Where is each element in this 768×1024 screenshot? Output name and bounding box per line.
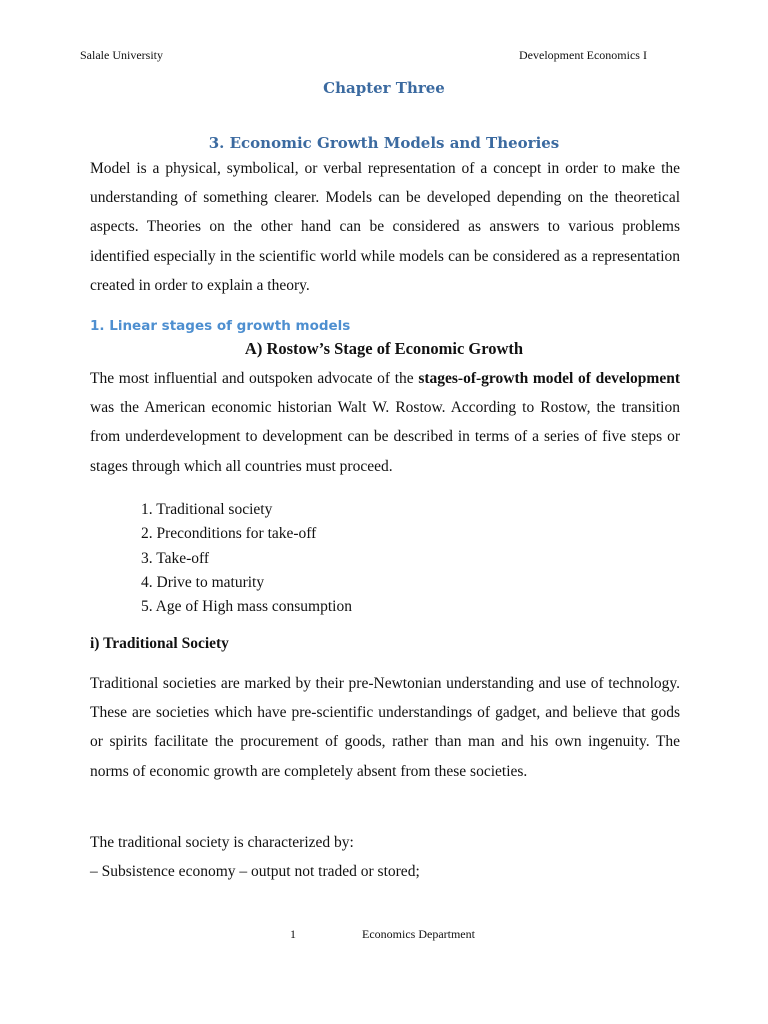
chapter-title: Chapter Three bbox=[323, 79, 445, 97]
subsection-title: 1. Linear stages of growth models bbox=[90, 318, 351, 334]
characteristic-item: – Subsistence economy – output not traded or stored; bbox=[90, 863, 420, 880]
footer-department: Economics Department bbox=[362, 927, 475, 941]
section-title: 3. Economic Growth Models and Theories bbox=[208, 134, 560, 152]
header-university: Salale University bbox=[80, 48, 163, 62]
list-item: 3. Take-off bbox=[141, 549, 210, 567]
traditional-society-heading: i) Traditional Society bbox=[90, 635, 229, 652]
list-item: 1. Traditional society bbox=[141, 501, 273, 518]
list-item: 5. Age of High mass consumption bbox=[141, 598, 352, 616]
header-course: Development Economics I bbox=[519, 48, 647, 62]
traditional-society-paragraph: Traditional societies are marked by their pre-Newtonian understanding and use of technology. These are societies which have pre-scientific understandings of gadget, and believe that gods or spirits facilitate the procurement of goods, rather than man and his own ingenuity. The norms of economic growth are completely absent from these societies. bbox=[90, 675, 680, 780]
page-number: 1 bbox=[290, 927, 296, 941]
rostow-paragraph-bold: stages-of-growth model of development bbox=[418, 370, 680, 387]
list-item: 4. Drive to maturity bbox=[141, 573, 265, 591]
rostow-heading: A) Rostow’s Stage of Economic Growth bbox=[244, 339, 524, 358]
intro-paragraph: Model is a physical, symbolical, or verbal representation of a concept in order to make the understanding of something clearer. Models can be developed depending on the theoretical aspects. Theories on the other hand can be considered as answers to various problems identified especially in the scientific world while models can be considered as a representation created in order to explain a theory. bbox=[90, 160, 680, 294]
list-item: 2. Preconditions for take-off bbox=[141, 525, 317, 543]
characterized-intro: The traditional society is characterized by: bbox=[90, 834, 354, 851]
rostow-paragraph-start: The most influential and outspoken advocate of the bbox=[90, 370, 419, 387]
rostow-paragraph-end: was the American economic historian Walt W. Rostow. According to Rostow, the transition from underdevelopment to development can be described in terms of a series of five steps or stages through which all countries must proceed. bbox=[90, 399, 680, 475]
rostow-paragraph bbox=[90, 364, 680, 481]
stages-list bbox=[141, 498, 352, 619]
